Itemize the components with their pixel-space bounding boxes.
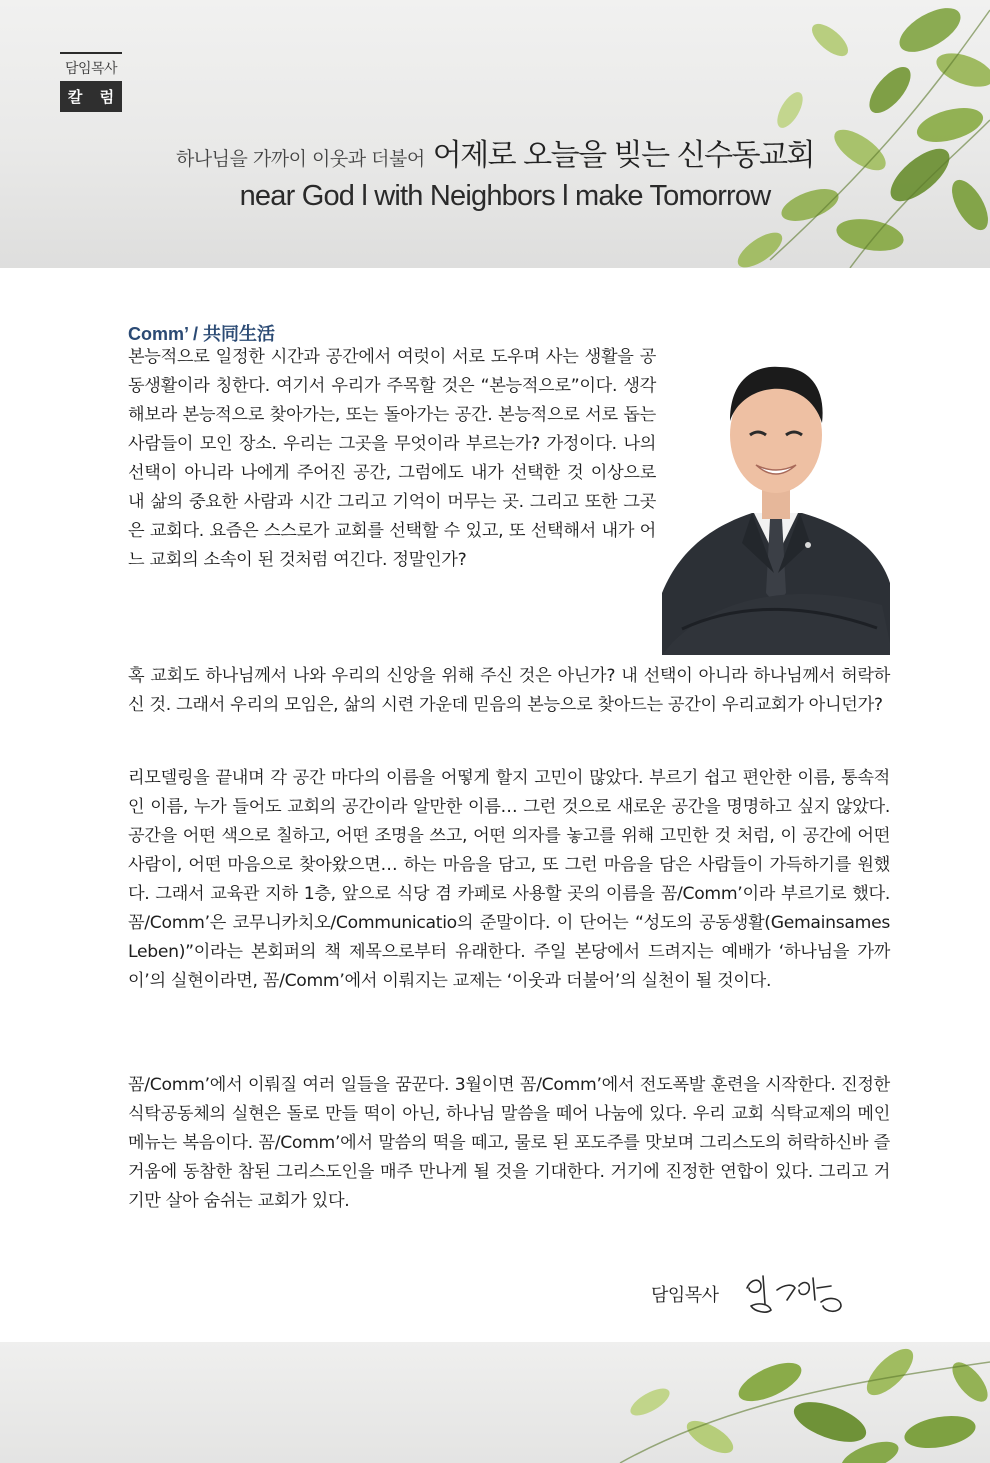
signature-block (651, 1270, 851, 1318)
header-banner (0, 0, 990, 268)
pastor-portrait (662, 343, 890, 655)
tagline-small-text: 하나님을 가까이 이웃과 더불어 (175, 148, 425, 170)
column-badge (60, 52, 122, 112)
church-name-title: 어제로 오늘을 빚는 신수동교회 (432, 138, 815, 173)
church-tagline (0, 130, 990, 174)
plant-leaves-decoration-bottom (470, 1342, 990, 1463)
badge-column-label: 칼 럼 (60, 81, 122, 112)
pastor-photo-illustration (662, 343, 890, 655)
header-title-block (0, 130, 990, 213)
article-paragraph-1: 본능적으로 일정한 시간과 공간에서 여럿이 서로 도우며 사는 생활을 공동생활이라 칭한다. 여기서 우리가 주목할 것은 “본능적으로”이다. 생각해보라 본능적으로 찾아가는, 또는 돌아가는 공간. 본능적으로 서로 돕는 사람들이 모인 장소. 우리는 그곳을 무엇이라 부르는가? 가정이다. 나의 선택이 아니라 나에게 주어진 공간, 그럼에도 내가 선택한 것 이상으로 내 삶의 중요한 사람과 시간 그리고 기억이 머무는 곳. 그리고 또한 그곳은 교회다. 요즘은 스스로가 교회를 선택할 수 있고, 또 선택해서 내가 어느 교회의 소속이 된 것처럼 여긴다. 정말인가? (128, 347, 656, 570)
signature-label: 담임목사 (651, 1285, 719, 1306)
footer-banner (0, 1342, 990, 1463)
article-title: Comm’ / 共同生活 (128, 324, 276, 344)
handwritten-signature (741, 1270, 851, 1318)
badge-pastor-label: 담임목사 (64, 61, 118, 77)
article-paragraph-4: 꼼/Comm’에서 이뤄질 여러 일들을 꿈꾼다. 3월이면 꼼/Comm’에서 전도폭발 훈련을 시작한다. 진정한 식탁공동체의 실현은 돌로 만들 떡이 아닌, 하나님 말씀을 떼어 나눔에 있다. 우리 교회 식탁교제의 메인 메뉴는 복음이다. 꼼/Comm’에서 말씀의 떡을 떼고, 물로 된 포도주를 맛보며 그리스도의 허락하신바 즐거움에 동참한 참된 그리스도인을 매주 만나게 될 것을 기대한다. 거기에 진정한 연합이 있다. 그리고 거기만 살아 숨쉬는 교회가 있다. (128, 1075, 891, 1211)
english-motto: near God l with Neighbors l make Tomorrow (239, 180, 771, 212)
article-paragraph-3: 리모델링을 끝내며 각 공간 마다의 이름을 어떻게 할지 고민이 많았다. 부르기 쉽고 편안한 이름, 통속적인 이름, 누가 들어도 교회의 공간이라 알만한 이름… 그런 것으로 새로운 공간을 명명하고 싶지 않았다. 공간을 어떤 색으로 칠하고, 어떤 조명을 쓰고, 어떤 의자를 놓고를 위해 고민한 것 처럼, 이 공간에 어떤 사람이, 어떤 마음으로 찾아왔으면… 하는 마음을 담고, 또 그런 마음을 담은 사람들이 가득하기를 원했다. 그래서 교육관 지하 1층, 앞으로 식당 겸 카페로 사용할 곳의 이름을 꼼/Comm’이라 부르기로 했다. 꼼/Comm’은 코무니카치오/Communicatio의 준말이다. 이 단어는 “성도의 공동생활(Gemainsames Leben)”이라는 본회퍼의 책 제목으로부터 유래한다. 주일 본당에서 드려지는 예배가 ‘하나님을 가까이’의 실현이라면, 꼼/Comm’에서 이뤄지는 교제는 ‘이웃과 더불어’의 실천이 될 것이다. (128, 768, 890, 991)
article-paragraph-2: 혹 교회도 하나님께서 나와 우리의 신앙을 위해 주신 것은 아닌가? 내 선택이 아니라 하나님께서 허락하신 것. 그래서 우리의 모임은, 삶의 시련 가운데 믿음의 본능으로 찾아드는 공간이 우리교회가 아니던가? (128, 666, 890, 715)
